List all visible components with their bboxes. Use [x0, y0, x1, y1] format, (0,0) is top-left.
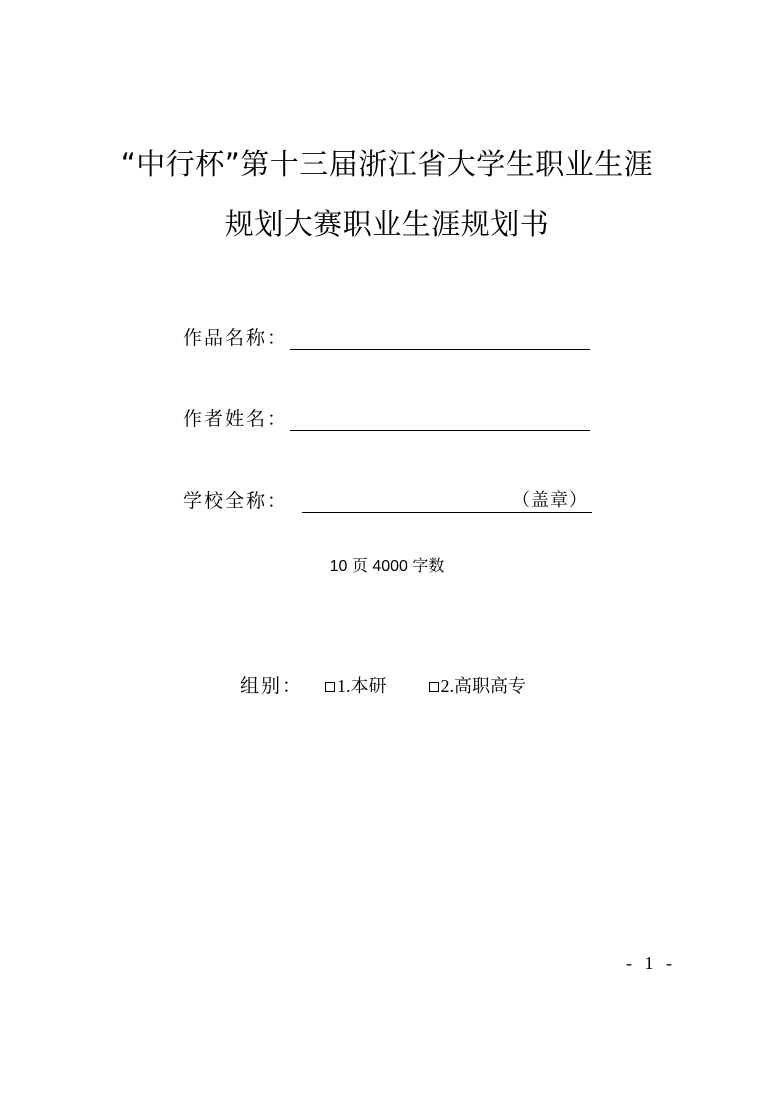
work-name-label: 作品名称：: [183, 327, 289, 349]
checkbox-icon[interactable]: [325, 682, 335, 692]
document-title-line-1: “中行杯”第十三届浙江省大学生职业生涯: [120, 147, 654, 181]
length-note: 10 页 4000 字数: [329, 558, 445, 575]
document-title-line-2: 规划大赛职业生涯规划书: [224, 207, 550, 241]
author-name-row: [183, 401, 590, 431]
group-option-undergrad-grad[interactable]: [325, 672, 387, 698]
work-name-row: [183, 320, 590, 350]
page-number: - 1 -: [626, 953, 676, 973]
seal-note: （盖章）: [512, 490, 589, 511]
group-row: [240, 671, 526, 698]
school-name-blank[interactable]: [302, 490, 592, 513]
group-option-label: 1.本研: [337, 675, 387, 696]
group-option-label: 2.高职高专: [440, 675, 527, 696]
author-name-label: 作者姓名：: [183, 408, 289, 430]
group-option-vocational[interactable]: [429, 672, 527, 698]
work-name-blank[interactable]: [290, 327, 590, 350]
group-label: 组别：: [240, 675, 304, 697]
school-name-label: 学校全称：: [183, 490, 289, 512]
school-name-row: [183, 483, 592, 513]
author-name-blank[interactable]: [290, 408, 590, 431]
checkbox-icon[interactable]: [429, 682, 439, 692]
